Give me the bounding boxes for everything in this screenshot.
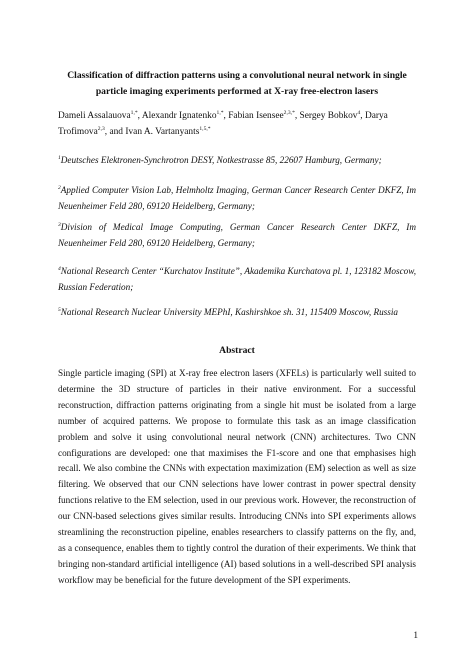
affiliation-number: 4 <box>58 266 61 272</box>
affiliation-3 <box>58 219 416 251</box>
author-name: Sergey Bobkov <box>299 111 358 121</box>
affiliation-4 <box>58 263 416 295</box>
author-name: Alexandr Ignatenko <box>141 111 217 121</box>
affiliation-1 <box>58 152 416 168</box>
abstract-text: Single particle imaging (SPI) at X-ray free electron lasers (XFELs) is particularly well suited to determine the 3D structure of particles in their native environment. For a successful reconstruction, diffraction patterns originating from a single hit must be isolated from a large number of acquired patterns. We propose to formulate this task as an image classification problem and solve it using convolutional neural network (CNN) architectures. Two CNN configurations are developed: one that maximises the F1-score and one that emphasises high recall. We also combine the CNNs with expectation maximization (EM) selection as well as size filtering. We observed that our CNN selections have lower contrast in power spectral density functions relative to the EM selection, used in our previous work. However, the reconstruction of our CNN-based selections gives similar results. Introducing CNNs into SPI experiments allows streamlining the reconstruction pipeline, enables researchers to classify patterns on the fly, and, as a consequence, enables them to tightly control the duration of their experiments. We think that bringing non-standard artificial intelligence (AI) based solutions in a well-described SPI analysis workflow may be beneficial for the future development of the SPI experiments. <box>58 368 416 585</box>
affiliation-text: Division of Medical Image Computing, German Cancer Research Center DKFZ, Im Neuenheimer Feld 280, 69120 Heidelberg, Germany; <box>58 222 416 248</box>
author-separator: , <box>223 111 229 121</box>
author-separator: , <box>360 111 365 121</box>
abstract-heading: Abstract <box>219 345 255 356</box>
page-number: 1 <box>413 631 418 641</box>
paper-title: Classification of diffraction patterns using a convolutional neural network in single particle imaging experiments performed at X-ray free-electron lasers <box>67 70 407 97</box>
author-list <box>58 108 418 140</box>
affiliation-text: Deutsches Elektronen-Synchrotron DESY, Notkestrasse 85, 22607 Hamburg, Germany; <box>60 155 382 165</box>
author-name: Dameli Assalauova <box>58 111 131 121</box>
affiliation-2 <box>58 182 416 214</box>
affiliation-text: National Research Center “Kurchatov Institute”, Akademika Kurchatova pl. 1, 123182 Moscow, Russian Federation; <box>58 266 416 292</box>
affiliation-text: Applied Computer Vision Lab, Helmholtz Imaging, German Cancer Research Center DKFZ, Im Neuenheimer Feld 280, 69120 Heidelberg, Germany; <box>58 185 416 211</box>
author-affiliation-marks: 4 <box>357 110 361 116</box>
author-affiliation-marks: 1,* <box>130 110 138 116</box>
author-affiliation-marks: 1,* <box>216 110 224 116</box>
author-separator: , <box>137 111 142 121</box>
affiliation-text: National Research Nuclear University MEPhI, Kashirshkoe sh. 31, 115409 Moscow, Russia <box>60 307 398 317</box>
author-affiliation-marks: 1,5,* <box>199 126 211 132</box>
affiliation-number: 1 <box>58 155 61 161</box>
author-name: Darya Trofimova <box>58 111 388 137</box>
affiliation-5 <box>58 304 416 320</box>
author-separator: , and <box>104 127 126 137</box>
author-name: Fabian Isensee <box>228 111 284 121</box>
author-affiliation-marks: 2,3,* <box>283 110 295 116</box>
author-separator: , <box>294 111 300 121</box>
author-name: Ivan A. Vartanyants <box>125 127 200 137</box>
affiliation-number: 2 <box>58 185 61 191</box>
author-affiliation-marks: 2,3 <box>97 126 105 132</box>
affiliation-number: 3 <box>58 222 61 228</box>
affiliation-number: 5 <box>58 307 61 313</box>
